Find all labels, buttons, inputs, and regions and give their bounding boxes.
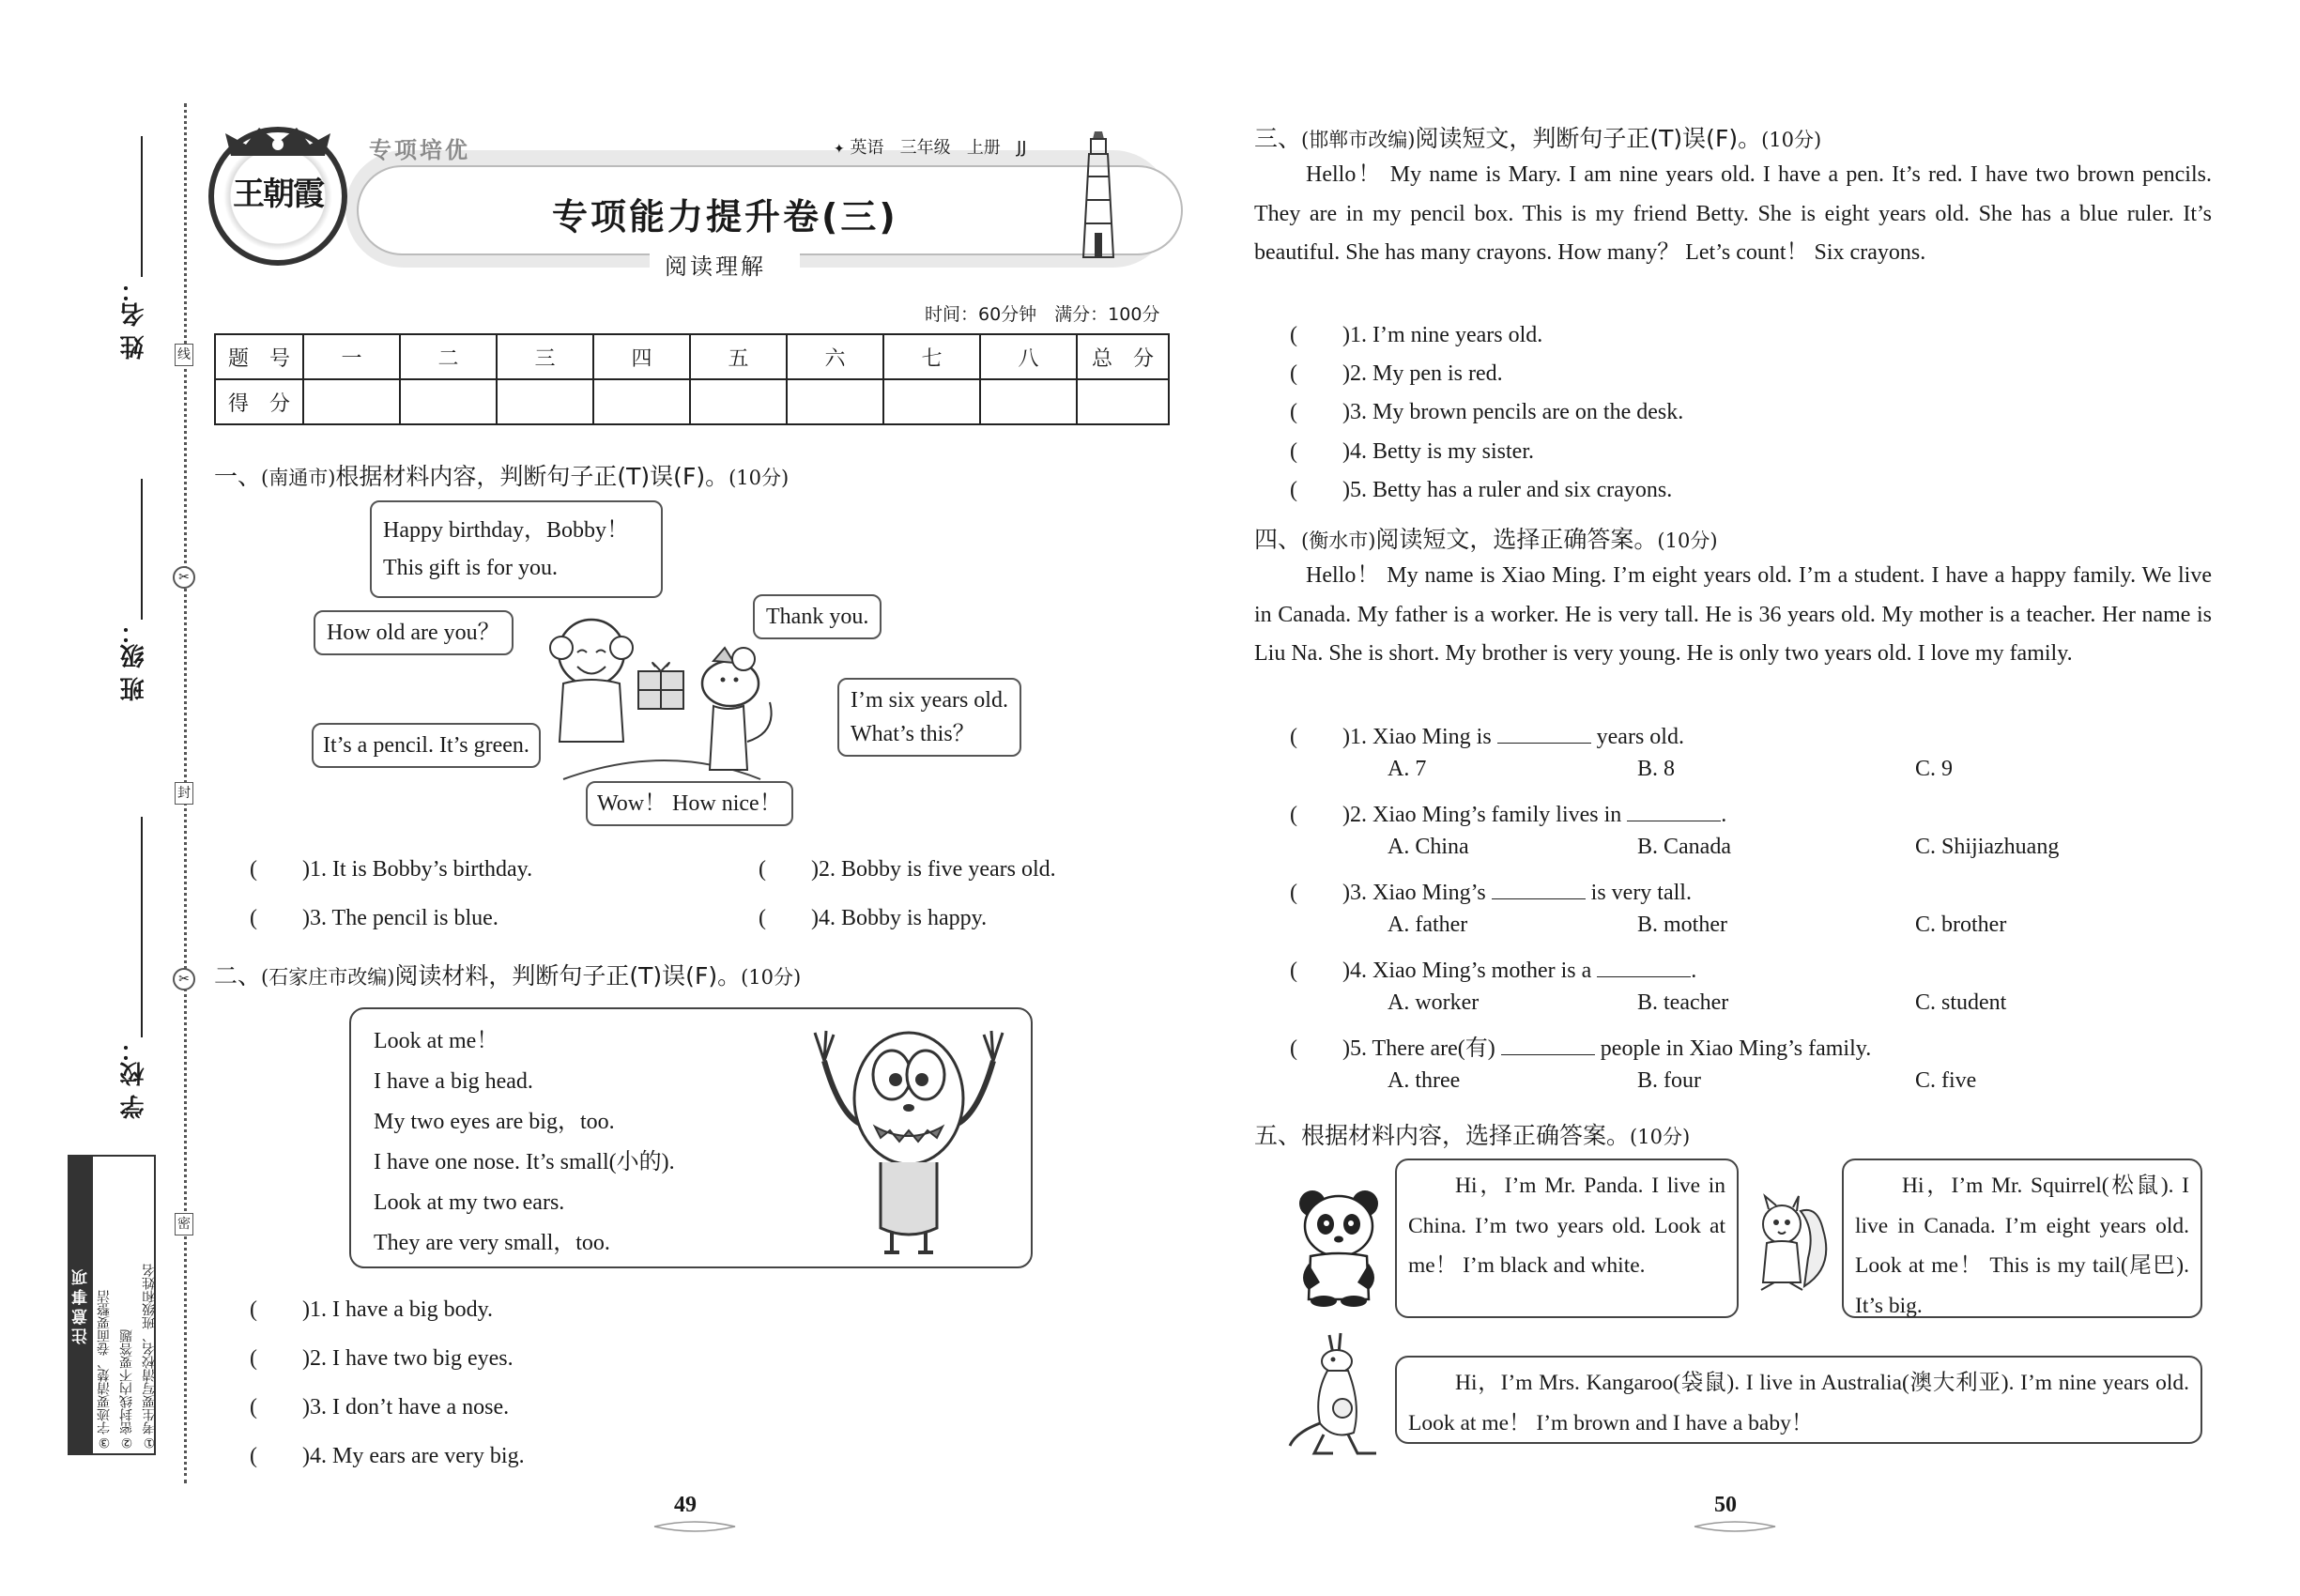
section-number: 五、 — [1254, 1122, 1302, 1149]
section-instruction: 阅读短文，选择正确答案。 — [1375, 526, 1658, 553]
table-cell: 二 — [400, 334, 497, 379]
answer-blank[interactable]: ( ) — [1290, 361, 1350, 386]
section-1-heading — [214, 458, 789, 492]
name-label: 姓 名： — [120, 278, 148, 361]
seal-mark-xian: 线 — [175, 344, 193, 366]
edition: JJ — [1016, 138, 1027, 158]
table-cell: 三 — [497, 334, 593, 379]
question-s2-q4 — [250, 1436, 525, 1469]
page-number-left: 49 — [674, 1493, 697, 1517]
score-cell[interactable] — [497, 379, 593, 424]
seal-mark-feng: 封 — [175, 782, 193, 805]
section-instruction: 阅读材料，判断句子正(T)误(F)。 — [394, 962, 742, 990]
passage-s3: Hello！ My name is Mary. I am nine years old. I have a pen. It’s red. I have two brown pencils. They are in my pencil box. This is my friend Betty. She is eight years old. She has a blue ruler. It’s beautiful. She has many crayons. How many？ Let’s count！ Six crayons. — [1254, 162, 2212, 265]
passage-s4: Hello！ My name is Xiao Ming. I’m eight years old. I’m a student. I have a happy family. We live in Canada. My father is a worker. He is very tall. He is 36 years old. My mother is a teacher. Her name is Liu Na. She is short. My brother is very young. He is only two years old. I love my family. — [1254, 563, 2212, 666]
book-meta: ✦ 英语 三年级 上册 JJ — [834, 138, 1027, 158]
option-c[interactable]: C. Shijiazhuang — [1915, 835, 2060, 859]
question-text: 1. It is Bobby’s birthday. — [309, 857, 533, 882]
fill-blank[interactable] — [1501, 1035, 1595, 1055]
score-cell[interactable] — [400, 379, 497, 424]
time-info: 时间：60分钟 满分：100分 — [925, 304, 1160, 325]
poem-line: Look at me！ — [374, 1029, 499, 1053]
poem-text — [374, 1021, 675, 1264]
fill-blank[interactable] — [1597, 957, 1691, 977]
kangaroo-card: Hi，I’m Mrs. Kangaroo(袋鼠). I live in Australia(澳大利亚). I’m nine years old. Look at me！ I’m brown and I have a baby！ — [1395, 1356, 2202, 1444]
fill-blank[interactable] — [1492, 879, 1586, 899]
fill-blank[interactable] — [1497, 723, 1591, 744]
option-a[interactable]: A. worker — [1388, 990, 1480, 1015]
score-table — [214, 333, 1170, 425]
page-subtitle: 阅读理解 — [665, 253, 766, 280]
score-cell[interactable] — [883, 379, 980, 424]
table-cell: 五 — [690, 334, 787, 379]
question-text: years old. — [1596, 725, 1684, 749]
question-text: 4. Xiao Ming’s mother is a — [1349, 959, 1592, 983]
class-line — [141, 479, 143, 620]
section-points: (10分) — [1630, 1126, 1691, 1148]
question-s4-q2 — [1290, 795, 1726, 828]
seal-mark-mi: 密 — [175, 1213, 193, 1235]
answer-blank[interactable]: ( ) — [1290, 803, 1350, 827]
term: 上册 — [966, 138, 1001, 158]
bubble-text: This gift is for you. — [383, 556, 558, 580]
score-cell[interactable] — [690, 379, 787, 424]
class-label: 班 级： — [120, 620, 148, 702]
scissor-icon: ✂ — [173, 566, 195, 589]
speech-bubble: Thank you. — [753, 594, 882, 639]
option-a[interactable]: A. 7 — [1388, 757, 1427, 781]
answer-blank[interactable]: ( ) — [1290, 439, 1350, 464]
option-a[interactable]: A. China — [1388, 835, 1469, 859]
score-cell[interactable] — [593, 379, 690, 424]
fill-blank[interactable] — [1627, 801, 1721, 821]
question-text: 3. The pencil is blue. — [309, 906, 498, 930]
notice-box — [68, 1155, 156, 1455]
question-s4-q3 — [1290, 873, 1692, 906]
question-text: is very tall. — [1590, 881, 1692, 905]
section-number: 三、 — [1254, 125, 1302, 152]
page-ornament — [1693, 1519, 1777, 1534]
question-text: 4. Bobby is happy. — [818, 906, 988, 930]
question-text: 1. I’m nine years old. — [1349, 323, 1543, 347]
logo-text: 王朝霞 — [233, 176, 323, 213]
section-points: (10分) — [1761, 129, 1822, 151]
question-text: 2. I have two big eyes. — [309, 1346, 514, 1371]
question-text: people in Xiao Ming’s family. — [1600, 1036, 1872, 1061]
lighthouse-icon — [1080, 130, 1117, 261]
answer-blank[interactable]: ( ) — [1290, 881, 1350, 905]
panda-card: Hi，I’m Mr. Panda. I live in China. I’m two years old. Look at me！ I’m black and white. — [1395, 1159, 1739, 1318]
kangaroo-illustration — [1286, 1329, 1384, 1457]
question-s3-q4 — [1290, 432, 1534, 465]
table-cell: 六 — [787, 334, 883, 379]
section-instruction: 根据材料内容，选择正确答案。 — [1301, 1122, 1631, 1149]
question-text: 2. Xiao Ming’s family lives in — [1349, 803, 1622, 827]
answer-blank[interactable]: ( ) — [1290, 323, 1350, 347]
notice-item: ③字迹要清楚、卷面要整洁 — [97, 1290, 112, 1450]
table-cell: 四 — [593, 334, 690, 379]
table-cell: 题 号 — [215, 334, 303, 379]
option-b[interactable]: B. mother — [1637, 913, 1727, 937]
page-ornament — [652, 1519, 737, 1534]
question-text: 4. My ears are very big. — [309, 1444, 525, 1468]
option-c[interactable]: C. brother — [1915, 913, 2007, 937]
tagline: 专项培优 — [369, 137, 470, 163]
question-text: 3. Xiao Ming’s — [1349, 881, 1486, 905]
question-s2-q2 — [250, 1339, 514, 1372]
question-s2-q1 — [250, 1290, 493, 1323]
question-text: 1. Xiao Ming is — [1349, 725, 1492, 749]
grade: 三年级 — [899, 138, 951, 158]
question-text: . — [1721, 803, 1727, 827]
bubble-text: What’s this？ — [851, 722, 975, 746]
poem-line: I have a big head. — [374, 1069, 533, 1094]
notice-items — [93, 1157, 161, 1453]
question-s4-q4 — [1290, 951, 1696, 984]
table-cell: 得 分 — [215, 379, 303, 424]
question-s2-q3 — [250, 1388, 509, 1420]
answer-blank[interactable]: ( ) — [1290, 959, 1350, 983]
option-c[interactable]: C. 9 — [1915, 757, 1954, 781]
question-text: 3. My brown pencils are on the desk. — [1349, 400, 1684, 424]
speech-bubble: How old are you？ — [314, 610, 514, 655]
score-cell[interactable] — [980, 379, 1077, 424]
panda-illustration — [1294, 1185, 1384, 1307]
subject: 英语 — [850, 138, 884, 158]
squirrel-card: Hi，I’m Mr. Squirrel(松鼠). I live in Canada. I’m eight years old. Look at me！ This is my tail(尾巴). It’s big. — [1842, 1159, 2202, 1318]
school-label: 学 校： — [120, 1037, 148, 1120]
option-c[interactable]: C. five — [1915, 1068, 1977, 1093]
question-text: 1. I have a big body. — [309, 1297, 494, 1322]
section-3-heading — [1254, 120, 1821, 154]
score-cell[interactable] — [1077, 379, 1169, 424]
notice-title: 注意事项 — [69, 1157, 93, 1453]
speech-bubble — [370, 500, 663, 598]
notice-item: ②密封线内不要答题 — [119, 1329, 134, 1450]
option-a[interactable]: A. three — [1388, 1068, 1461, 1093]
scissor-icon: ✂ — [173, 968, 195, 990]
speech-bubble: Wow！ How nice！ — [586, 781, 793, 826]
table-cell: 七 — [883, 334, 980, 379]
section-source: (衡水市) — [1301, 529, 1376, 552]
answer-blank[interactable]: ( ) — [250, 857, 310, 882]
answer-blank[interactable]: ( ) — [250, 1297, 310, 1322]
section-number: 二、 — [214, 962, 262, 990]
question-text: 3. I don’t have a nose. — [309, 1395, 510, 1420]
section-number: 四、 — [1254, 526, 1302, 553]
page-number-right: 50 — [1714, 1493, 1737, 1517]
answer-blank[interactable]: ( ) — [759, 857, 819, 882]
poem-line: Look at my two ears. — [374, 1190, 565, 1215]
crown-icon — [222, 124, 334, 158]
section-points: (10分) — [728, 467, 790, 489]
question-s3-q3 — [1290, 392, 1683, 425]
answer-blank[interactable]: ( ) — [1290, 400, 1350, 424]
answer-blank[interactable]: ( ) — [250, 1346, 310, 1371]
option-b[interactable]: B. four — [1637, 1068, 1701, 1093]
squirrel-illustration — [1748, 1192, 1832, 1296]
monster-illustration — [805, 1023, 1012, 1258]
table-cell: 一 — [303, 334, 400, 379]
option-b[interactable]: B. 8 — [1637, 757, 1676, 781]
answer-blank[interactable]: ( ) — [1290, 725, 1350, 749]
question-s3-q1 — [1290, 315, 1542, 348]
answer-blank[interactable]: ( ) — [250, 906, 310, 930]
answer-blank[interactable]: ( ) — [1290, 1036, 1350, 1061]
speech-bubble: It’s a pencil. It’s green. — [312, 723, 541, 768]
poem-line: I have one nose. It’s small(小的). — [374, 1150, 675, 1174]
speech-bubble — [837, 678, 1021, 757]
question-s1-q2 — [759, 850, 1056, 882]
answer-blank[interactable]: ( ) — [250, 1395, 310, 1420]
section-instruction: 根据材料内容，判断句子正(T)误(F)。 — [335, 463, 729, 490]
section-source: (南通市) — [261, 467, 336, 489]
question-s3-q5 — [1290, 470, 1672, 503]
score-table-score-row — [215, 379, 1169, 424]
score-cell[interactable] — [303, 379, 400, 424]
question-text: 4. Betty is my sister. — [1349, 439, 1534, 464]
section-number: 一、 — [214, 463, 262, 490]
answer-blank[interactable]: ( ) — [759, 906, 819, 930]
question-text: . — [1691, 959, 1697, 983]
poem-line: They are very small，too. — [374, 1231, 610, 1255]
question-text: 2. Bobby is five years old. — [818, 857, 1056, 882]
question-s1-q4 — [759, 898, 987, 931]
section-source: (邯郸市改编) — [1301, 129, 1416, 151]
page-title: 专项能力提升卷(三) — [552, 196, 898, 238]
school-line — [141, 817, 143, 1037]
score-table-header-row — [215, 334, 1169, 379]
section-points: (10分) — [741, 966, 802, 989]
option-b[interactable]: B. teacher — [1637, 990, 1729, 1015]
question-text: 5. There are(有) — [1349, 1036, 1495, 1061]
question-s4-q1 — [1290, 717, 1684, 750]
question-s1-q1 — [250, 850, 532, 882]
notice-item: ①考生要写清校名、班级和姓名 — [142, 1264, 157, 1450]
bubble-text: Happy birthday，Bobby！ — [383, 518, 629, 543]
section-source: (石家庄市改编) — [261, 966, 395, 989]
option-b[interactable]: B. Canada — [1637, 835, 1731, 859]
section-2-heading — [214, 958, 801, 991]
table-cell: 总 分 — [1077, 334, 1169, 379]
section-points: (10分) — [1657, 529, 1718, 552]
poem-line: My two eyes are big，too. — [374, 1110, 615, 1134]
bubble-text: I’m six years old. — [851, 688, 1008, 713]
table-cell: 八 — [980, 334, 1077, 379]
question-s1-q3 — [250, 898, 498, 931]
question-s3-q2 — [1290, 354, 1503, 387]
answer-blank[interactable]: ( ) — [250, 1444, 310, 1468]
question-text: 2. My pen is red. — [1349, 361, 1503, 386]
section-5-heading — [1254, 1117, 1690, 1151]
section-4-heading — [1254, 521, 1718, 555]
question-s4-q5 — [1290, 1029, 1871, 1062]
score-cell[interactable] — [787, 379, 883, 424]
name-line — [141, 136, 143, 277]
option-c[interactable]: C. student — [1915, 990, 2007, 1015]
answer-blank[interactable]: ( ) — [1290, 478, 1350, 502]
question-text: 5. Betty has a ruler and six crayons. — [1349, 478, 1673, 502]
option-a[interactable]: A. father — [1388, 913, 1468, 937]
section-instruction: 阅读短文，判断句子正(T)误(F)。 — [1415, 125, 1762, 152]
